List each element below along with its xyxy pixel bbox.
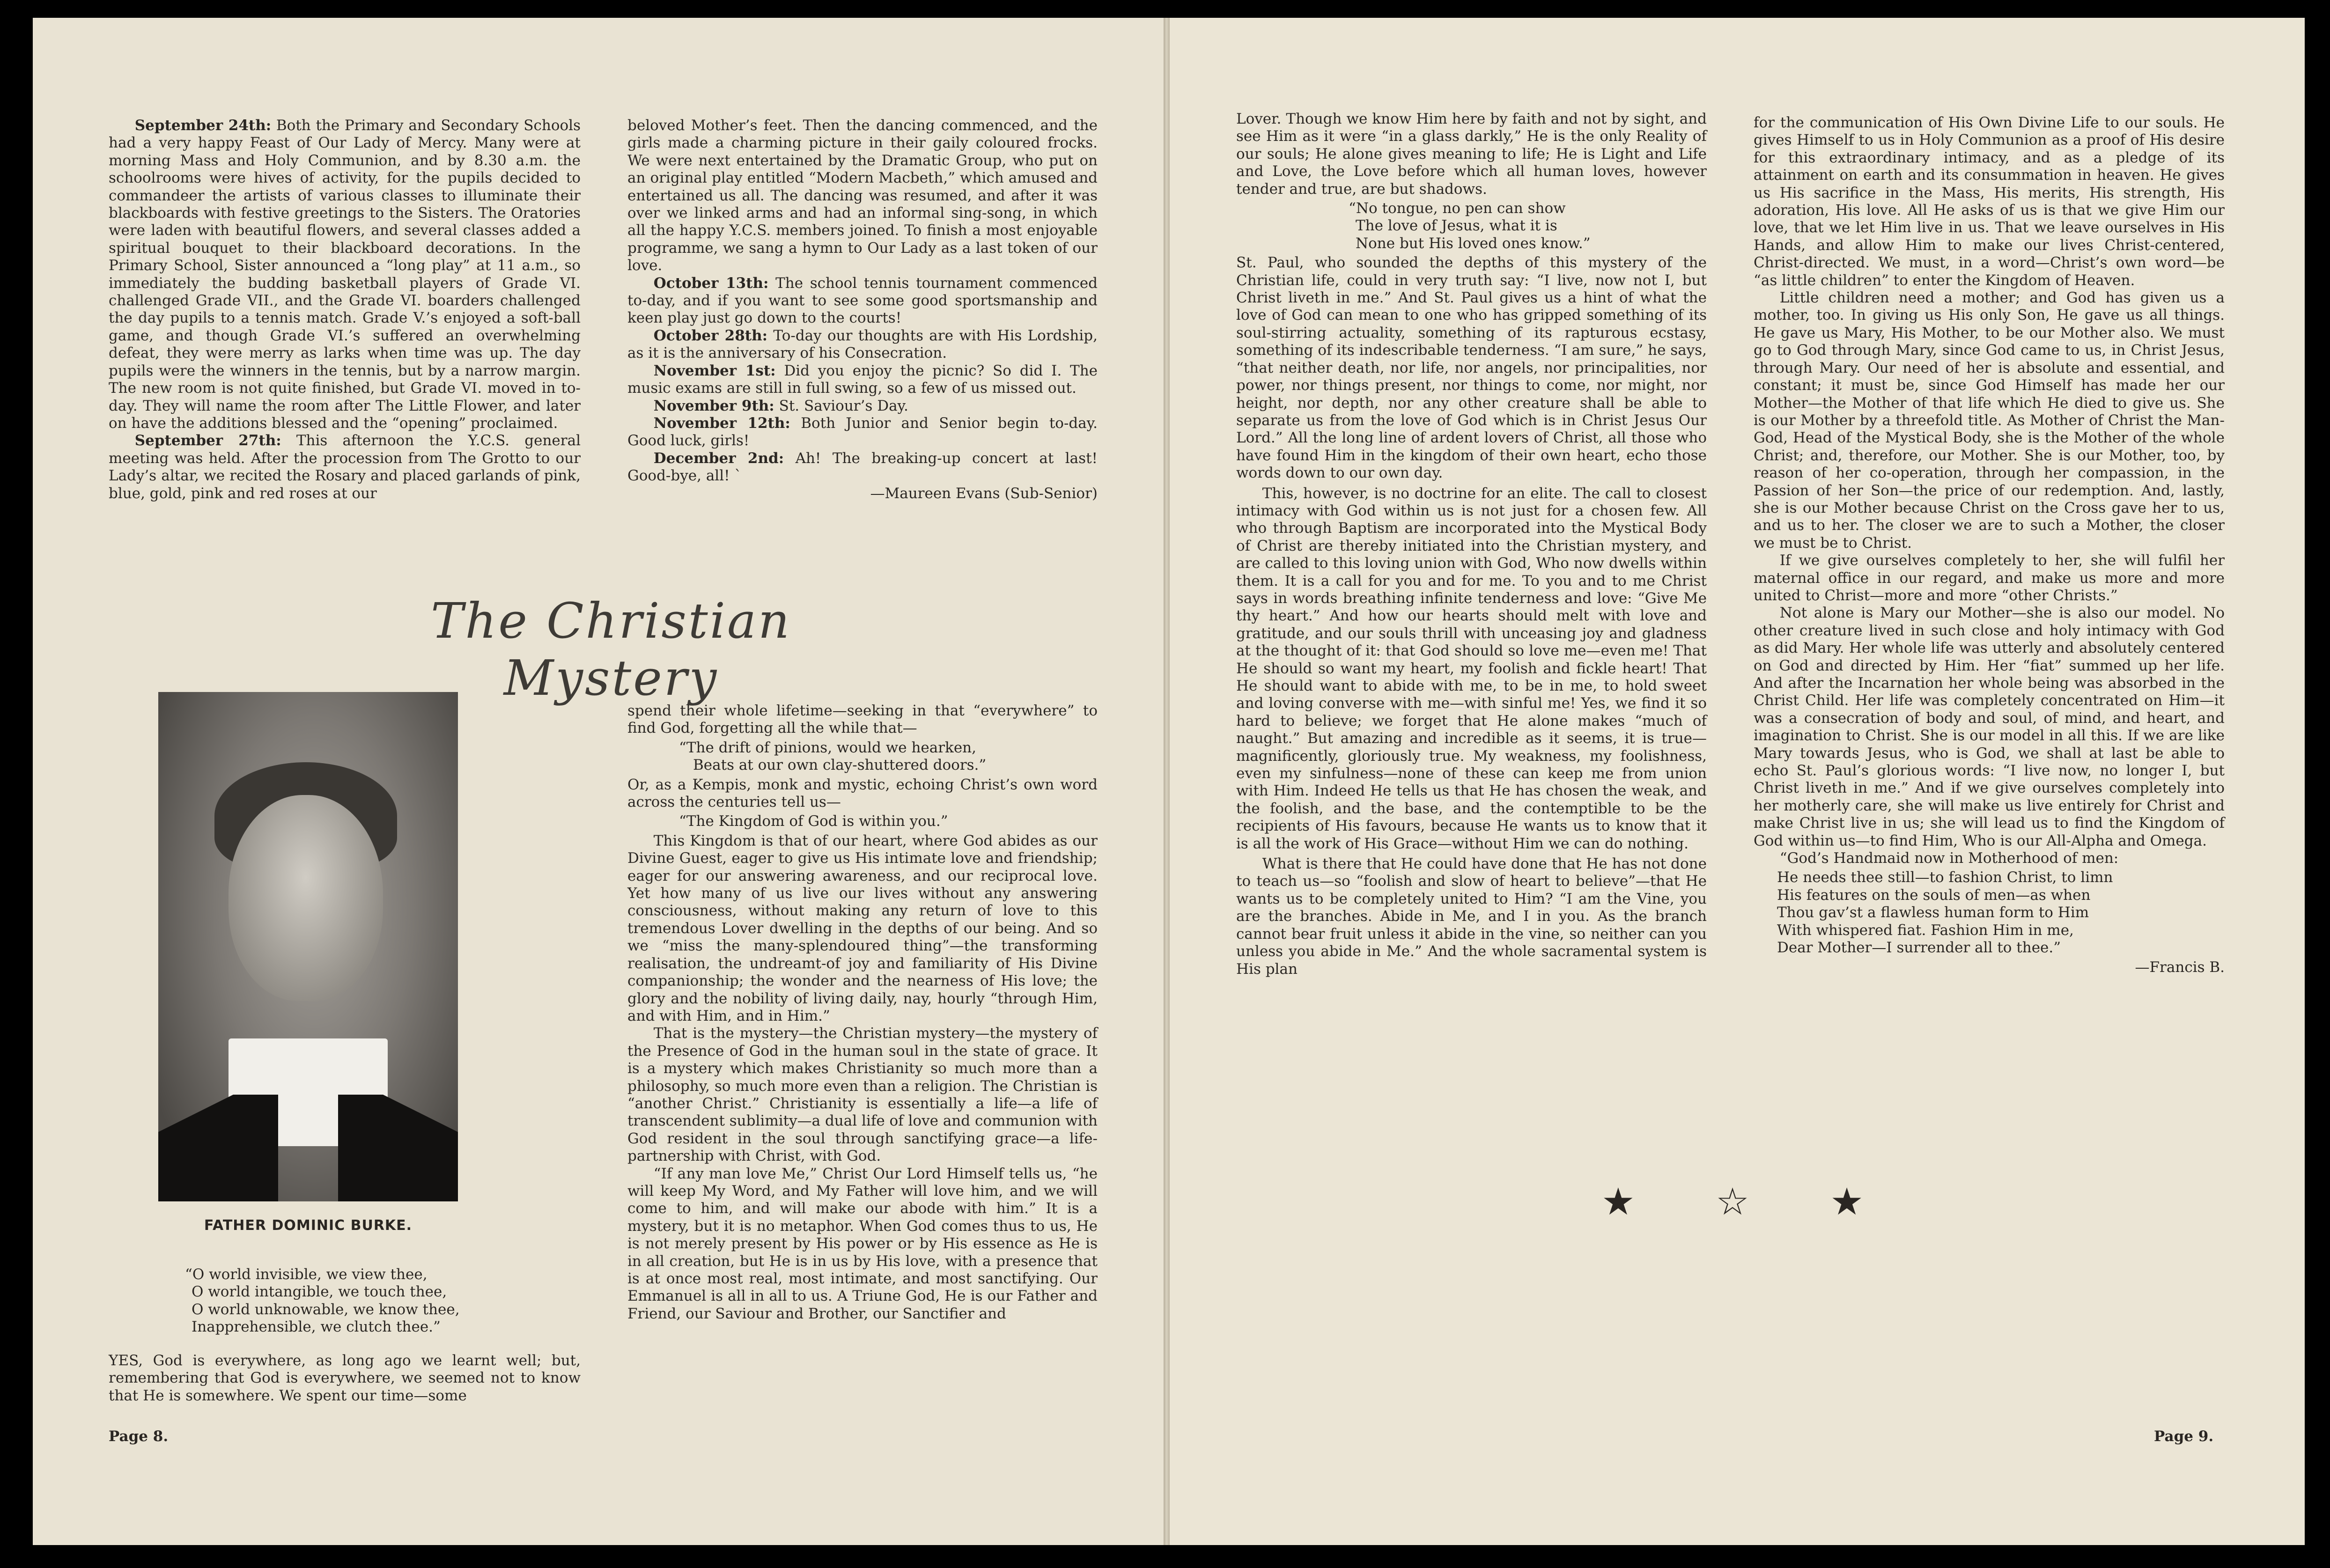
article-column-right-2 [1754,114,2225,976]
verse-line: None but His loved ones know.” [1356,235,1591,252]
article-column-left [627,702,1098,1323]
star-filled-icon: ★ [1601,1180,1635,1223]
decorative-stars [1601,1180,1864,1223]
verse-line: Thou gav’st a flawless human form to Him [1777,904,2089,921]
article-paragraph: Little children need a mother; and God has given us a mother, too. In giving us His only Son, He gave us all things. He gave us Mary, His Mother, to be our Mother also. We must go to God through Mary, since God came to us, in Christ Jesus, through Mary. Our need of her is absolute and essential, and constant; it must be, since God Himself has made her our Mother—the Mother of that life which He died to give us. She is our Mother by a threefold title. As Mother of Christ the Man-God, Head of the Mystical Body, she is the Mother of the whole Christ; and, therefore, our Mother. She is our Mother, too, by reason of her co-operation, through her compassion, in the Passion of her Son—the price of our redemption. And, lastly, she is our Mother because Christ on the Cross gave her to us, and us to her. The closer we are to such a Mother, the closer we must be to Christ. [1754,289,2225,552]
diary-date: December 2nd: [653,449,784,467]
diary-column-2 [627,117,1098,502]
verse-line: He needs thee still—to fashion Christ, to limn [1777,869,2113,886]
diary-column-1 [109,117,581,502]
verse-line: Inapprehensible, we clutch thee.” [192,1318,441,1336]
diary-date: October 28th: [653,327,768,344]
article-paragraph: If we give ourselves completely to her, she will fulfil her maternal office in our regard, and make us more and more united to Christ—more and more “other Christs.” [1754,552,2225,604]
diary-date: September 24th: [134,117,272,134]
article-paragraph: What is there that He could have done that He has not done to teach us—so “foolish and slow of heart to believe”—that He wants us to be completely united to Him? “I am the Vine, you are the branches. Abide in Me, and I in you. As the branch cannot bear fruit unless it abide in the vine, so neither can you unless you abide in Me.” And the whole sacramental system is His plan [1236,855,1707,978]
verse-line: “O world invisible, we view thee, [185,1266,428,1283]
verse-line: “The Kingdom of God is within you.” [679,813,948,830]
diary-date: October 13th: [653,274,769,292]
article-signature: —Francis B. [2135,958,2225,976]
diary-date: November 9th: [653,397,774,414]
diary-entry: The school tennis tournament commenced to-day, and if you want to see some good sportsmanship and keen play just go down to the courts! [627,274,1098,327]
verse-line: With whispered fiat. Fashion Him in me, [1777,921,2074,939]
star-outline-icon: ☆ [1716,1180,1749,1223]
diary-date: September 27th: [134,432,281,449]
article-title: The Christian Mystery [431,592,791,707]
verse-line: The love of Jesus, what it is [1356,217,1557,235]
book-gutter [1164,18,1170,1545]
article-opening [109,1352,581,1405]
article-paragraph: Lover. Though we know Him here by faith and not by sight, and see Him as it were “in a glass darkly,” He is the only Reality of our souls; He alone gives meaning to life; He is Light and Life and Love, the Love before which all human loves, however tender and true, are but shadows. [1236,110,1707,198]
article-paragraph: That is the mystery—the Christian mystery—the mystery of the Presence of God in the human soul in the state of grace. It is a mystery which makes Christianity so much more than a philosophy, so much more even than a religion. The Christian is “another Christ.” Christianity is essentially a life—a life of transcendent sublimity—a dual life of love and communion with God resident in the soul through sanctifying grace—a life-partnership with Christ, with God. [627,1025,1098,1165]
article-paragraph: This, however, is no doctrine for an elite. The call to closest intimacy with God within us is not just for a chosen few. All who through Baptism are incorporated into the Mystical Body of Christ are thereby initiated into the Christian mystery, and are called to this loving union with God, Who now dwells within them. It is a call for you and for me. To you and to me Christ says in words breathing infinite tenderness and love: “Give Me thy heart.” And how our hearts should melt with love and gratitude, and our souls thrill with unceasing joy and gladness at the thought of it: that God should so love me—even me! That He should so want my heart, my foolish and fickle heart! That He should want to abide with me, to be in me, to hold sweet and loving converse with me—with sinful me! Yes, we find it so hard to believe; we forget that He alone makes “much of naught.” But amazing and incredible as it seems, it is true—magnificently, gloriously true. My weakness, my foolishness, even my sinfulness—none of these can keep me from union with Him. Indeed He tells us that He has chosen the weak, and the foolish, and the base, and the contemptible to be the recipients of His favours, because He wants us to know that it is all the work of His Grace—without Him we can do nothing. [1236,485,1707,852]
portrait-photo [158,692,458,1201]
verse-line: “The drift of pinions, would we hearken, [679,739,977,756]
article-paragraph: Or, as a Kempis, monk and mystic, echoing Christ’s own word across the centuries tell us— [627,776,1098,811]
verse-line: His features on the souls of men—as when [1777,886,2091,904]
verse-line: O world unknowable, we know thee, [192,1301,460,1318]
diary-entry: Both the Primary and Secondary Schools had a very happy Feast of Our Lady of Mercy. Many were at morning Mass and Holy Communion, and by 8.30 a.m. the schoolrooms were hives of activity, for the pupils decided to commandeer the artists of various classes to illuminate their blackboards with festive greetings to the Sisters. The Oratories were laden with beautiful flowers, and several classes added a spiritual bouquet to their blackboard decorations. In the Primary School, Sister announced a “long play” at 11 a.m., so immediately the budding basketball players of Grade VI. challenged Grade VII., and the Grade VI. boarders challenged the day pupils to a tennis match. Grade V.’s enjoyed a soft-ball game, and though Grade VI.’s suffered an overwhelming defeat, they were merry as larks when time was up. The day pupils were the winners in the tennis, but by a narrow margin. The new room is not quite finished, but Grade VI. moved in to-day. They will name the room after The Little Flower, and later on have the additions blessed and the “opening” proclaimed. [109,117,581,432]
photo-caption: FATHER DOMINIC BURKE. [204,1217,413,1234]
opening-verse [185,1264,560,1338]
diary-entry: St. Saviour’s Day. [774,397,908,414]
diary-date: November 12th: [653,414,790,432]
page-number: Page 8. [109,1428,169,1445]
diary-entry: To-day our thoughts are with His Lordship, as it is the anniversary of his Consecration. [627,327,1098,362]
article-column-right-1 [1236,110,1707,978]
diary-entry: Both Junior and Senior begin to-day. Good luck, girls! [627,414,1098,449]
article-paragraph: This Kingdom is that of our heart, where God abides as our Divine Guest, eager to give us His intimate love and friendship; eager for our answering awareness, and our reciprocal love. Yet how many of us live our lives without any answering consciousness, without making any return of love to this tremendous Lover dwelling in the depths of our being. And so we “miss the many-splendoured thing”—the transforming realisation, the undreamt-of joy and familiarity of His Divine companionship; the wonder and the nearness of His love; the glory and the nobility of living daily, nay, hourly “through Him, and with Him, and in Him.” [627,832,1098,1024]
article-paragraph: “God’s Handmaid now in Motherhood of men: [1779,850,2119,867]
verse-line: “No tongue, no pen can show [1349,200,1566,217]
verse-line: O world intangible, we touch thee, [192,1283,447,1301]
diary-date: November 1st: [653,362,776,379]
diary-entry: Did you enjoy the picnic? So did I. The music exams are still in full swing, so a few of us missed out. [627,362,1098,397]
diary-entry: This afternoon the Y.C.S. general meeting was held. After the procession from The Grotto to our Lady’s altar, we recited the Rosary and placed garlands of pink, blue, gold, pink and red roses at our [109,432,581,502]
article-paragraph: Not alone is Mary our Mother—she is also our model. No other creature lived in such close and holy intimacy with God as did Mary. Her whole life was utterly and absolutely centered on God and directed by Him. Her “fiat” summed up her life. And after the Incarnation her whole being was absorbed in the Christ Child. Her life was completely concentrated on Him—it was a consecration of body and soul, of mind, and heart, and imagination to Christ. She is our model in all this. If we are like Mary towards Jesus, who is God, we shall at last be able to echo St. Paul’s glorious words: “I live now, no longer I, but Christ liveth in me.” And if we give ourselves completely into her motherly care, she will make us live entirely for Christ and make Christ live in us; she will lead us to find the Kingdom of God within us—to find Him, Who is our All-Alpha and Omega. [1754,604,2225,849]
diary-signature: —Maureen Evans (Sub-Senior) [870,485,1098,502]
star-filled-icon: ★ [1830,1180,1864,1223]
article-paragraph: St. Paul, who sounded the depths of this mystery of the Christian life, could in very truth say: “I live, now not I, but Christ liveth in me.” And St. Paul gives us a hint of what the love of God can mean to one who has gripped something of its soul-stirring actuality, something of its rapturous ecstasy, something of its indescribable tenderness. “I am sure,” he says, “that neither death, nor life, nor angels, nor principalities, nor power, nor things present, nor things to come, nor might, nor height, nor depth, nor any other creature shall be able to separate us from the love of God which is in Christ Jesus Our Lord.” All the long line of ardent lovers of Christ, all those who have found Him in the kingdom of their own heart, echo those words down to our own day. [1236,254,1707,482]
article-paragraph: “If any man love Me,” Christ Our Lord Himself tells us, “he will keep My Word, and My Father will love him, and we will come to him, and will make our abode with him.” It is a mystery, but it is no metaphor. When God comes thus to us, He is not merely present by His power or by His essence as He is in all creation, but He is in us by His love, with a presence that is at once most real, most intimate, and most sanctifying. Our Emmanuel is all in all to us. A Triune God, He is our Father and Friend, our Saviour and Brother, our Sanctifier and [627,1165,1098,1322]
article-paragraph: YES, God is everywhere, as long ago we learnt well; but, remembering that God is everywhere, we seemed not to know that He is somewhere. We spent our time—some [109,1352,581,1404]
diary-entry: Ah! The breaking-up concert at last! Good-bye, all! ` [627,449,1098,485]
page-number: Page 9. [2154,1428,2214,1445]
article-paragraph: for the communication of His Own Divine Life to our souls. He gives Himself to us in Holy Communion as a proof of His desire for this extraordinary intimacy, and as a pledge of its attainment on earth and its consummation in heaven. He gives us His sacrifice in the Mass, His merits, His strength, His adoration, His love. All He asks of us is that we give Him our love, that we let Him live in us. That we leave ourselves in His Hands, and allow Him to make our lives Christ-centered, Christ-directed. We must, in a word—Christ’s own word—be “as little children” to enter the Kingdom of Heaven. [1754,114,2225,289]
verse-line: Beats at our own clay-shuttered doors.” [693,757,987,774]
verse-line: Dear Mother—I surrender all to thee.” [1777,939,2061,957]
diary-entry-continued: beloved Mother’s feet. Then the dancing commenced, and the girls made a charming picture in their gaily coloured frocks. We were next entertained by the Dramatic Group, who put on an original play entitled “Modern Macbeth,” which amused and entertained us all. The dancing was resumed, and after it was over we linked arms and had an informal sing-song, in which all the happy Y.C.S. members joined. To finish a most enjoyable programme, we sang a hymn to Our Lady as a last token of our love. [627,117,1098,274]
article-paragraph: spend their whole lifetime—seeking in that “everywhere” to find God, forgetting all the while that— [627,702,1098,737]
